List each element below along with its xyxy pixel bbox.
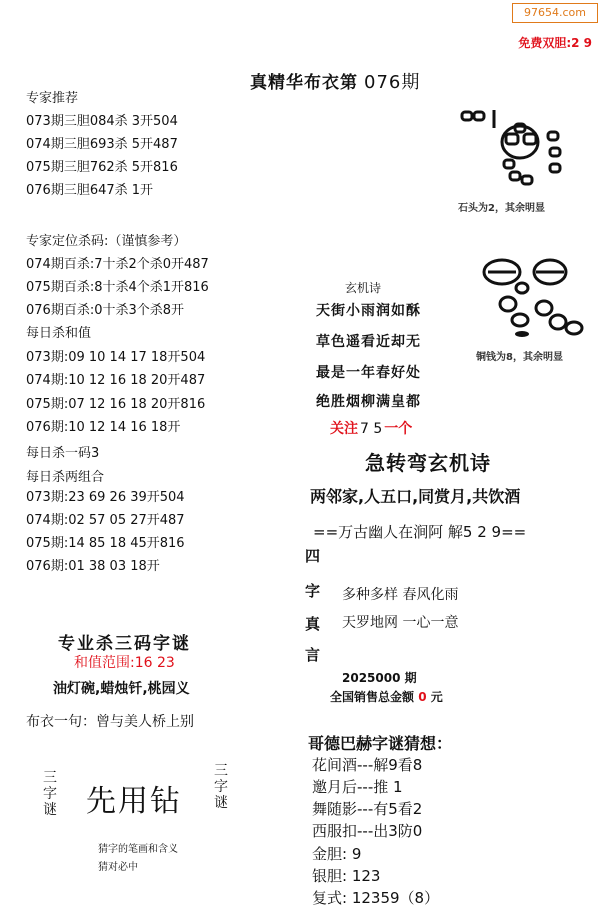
daily-pair-line: 075期:14 85 18 45开816 <box>26 536 185 551</box>
poem-line: 最是一年春好处 <box>316 365 421 381</box>
four-words-row: 天罗地网 一心一意 <box>342 615 459 631</box>
poem-line: 草色遥看近却无 <box>316 334 421 350</box>
daily-pair-line: 074期:02 57 05 27开487 <box>26 513 185 528</box>
position-kill-heading: 专家定位杀码:（谨慎参考） <box>26 234 187 249</box>
turn-poem-answer: ==万古幽人在涧阿 解5 2 9== <box>313 523 527 541</box>
goethe-silver: 银胆: 123 <box>312 867 381 885</box>
four-words-char: 四 <box>305 547 321 565</box>
poem-title: 玄机诗 <box>345 281 382 295</box>
daily-sum-line: 076期:10 12 14 16 18开 <box>26 420 181 435</box>
four-words-char: 字 <box>305 582 321 600</box>
stone-caption: 石头为2，其余明显 <box>458 203 545 214</box>
expert-line: 073期三胆084杀 3开504 <box>26 114 178 129</box>
daily-pair-line: 073期:23 69 26 39开504 <box>26 490 185 505</box>
daily-sum-line: 074期:10 12 16 18 20开487 <box>26 373 206 388</box>
page-title <box>250 68 420 94</box>
sales-amount: 0 <box>418 690 427 704</box>
expert-heading: 专家推荐 <box>26 91 79 106</box>
four-words-char: 言 <box>305 646 321 664</box>
goethe-title: 哥德巴赫字谜猜想： <box>308 734 453 753</box>
side-label-left: 三字谜 <box>43 770 57 818</box>
four-words-char: 真 <box>305 615 321 633</box>
four-words-row: 多种多样 春风化雨 <box>342 587 459 603</box>
expert-line: 075期三胆762杀 5开816 <box>26 160 178 175</box>
coin-puzzle-image <box>478 254 588 338</box>
sales-issue: 2025000 期 <box>342 671 417 685</box>
title-text: 真精华布衣第 <box>250 73 358 93</box>
goethe-line: 邀月后---推 1 <box>312 778 403 796</box>
poem-line: 绝胜烟柳满皇都 <box>316 394 421 410</box>
focus-label: 关注 <box>330 421 358 437</box>
goethe-line: 舞随影---有5看2 <box>312 800 423 818</box>
issue-number: 076期 <box>364 72 421 93</box>
daily-sum-heading: 每日杀和值 <box>26 326 92 341</box>
daily-sum-line: 073期:09 10 14 17 18开504 <box>26 350 206 365</box>
poem-line: 天街小雨润如酥 <box>316 303 421 319</box>
position-kill-line: 076期百杀:0十杀3个杀8开 <box>26 303 185 318</box>
position-kill-line: 074期百杀:7十杀2个杀0开487 <box>26 257 209 272</box>
daily-sum-line: 075期:07 12 16 18 20开816 <box>26 397 206 412</box>
site-watermark: 97654.com <box>512 3 598 23</box>
riddle-hint: 猜字的笔画和含义 <box>98 844 178 855</box>
coin-caption: 铜钱为8，其余明显 <box>476 352 563 363</box>
daily-pair-heading: 每日杀两组合 <box>26 470 105 485</box>
riddle-items: 油灯碗,蜡烛钎,桃园义 <box>53 681 190 697</box>
sales-unit: 元 <box>430 690 443 704</box>
turn-poem-line: 两邻家,人五口,同赏月,共饮酒 <box>310 487 521 506</box>
sales-total <box>330 688 443 705</box>
stone-puzzle-image <box>458 104 578 196</box>
daily-pair-line: 076期:01 38 03 18开 <box>26 559 160 574</box>
sales-label: 全国销售总金额 <box>330 690 415 704</box>
riddle-title: 专业杀三码字谜 <box>58 634 191 654</box>
riddle-hint: 猜对必中 <box>98 862 138 873</box>
daily-one-code: 每日杀一码3 <box>26 446 100 461</box>
goethe-line: 西服扣---出3防0 <box>312 822 423 840</box>
position-kill-line: 075期百杀:8十杀4个杀1开816 <box>26 280 209 295</box>
sum-range: 和值范围:16 23 <box>74 655 175 671</box>
focus-line <box>330 418 412 438</box>
expert-line: 074期三胆693杀 5开487 <box>26 137 178 152</box>
side-label-right: 三字谜 <box>214 763 228 811</box>
goethe-combo: 复式: 12359（8） <box>312 889 440 907</box>
goethe-gold: 金胆: 9 <box>312 845 362 863</box>
expert-line: 076期三胆647杀 1开 <box>26 183 154 198</box>
turn-poem-title: 急转弯玄机诗 <box>365 451 491 475</box>
focus-suffix: 一个 <box>384 421 413 437</box>
riddle-answer: 先用钻 <box>86 784 182 819</box>
goethe-line: 花间酒---解9看8 <box>312 756 423 774</box>
focus-value: 7 5 <box>360 421 383 437</box>
free-pick: 免费双胆:2 9 <box>518 36 592 50</box>
buyi-line: 布衣一句：曾与美人桥上别 <box>26 714 194 730</box>
